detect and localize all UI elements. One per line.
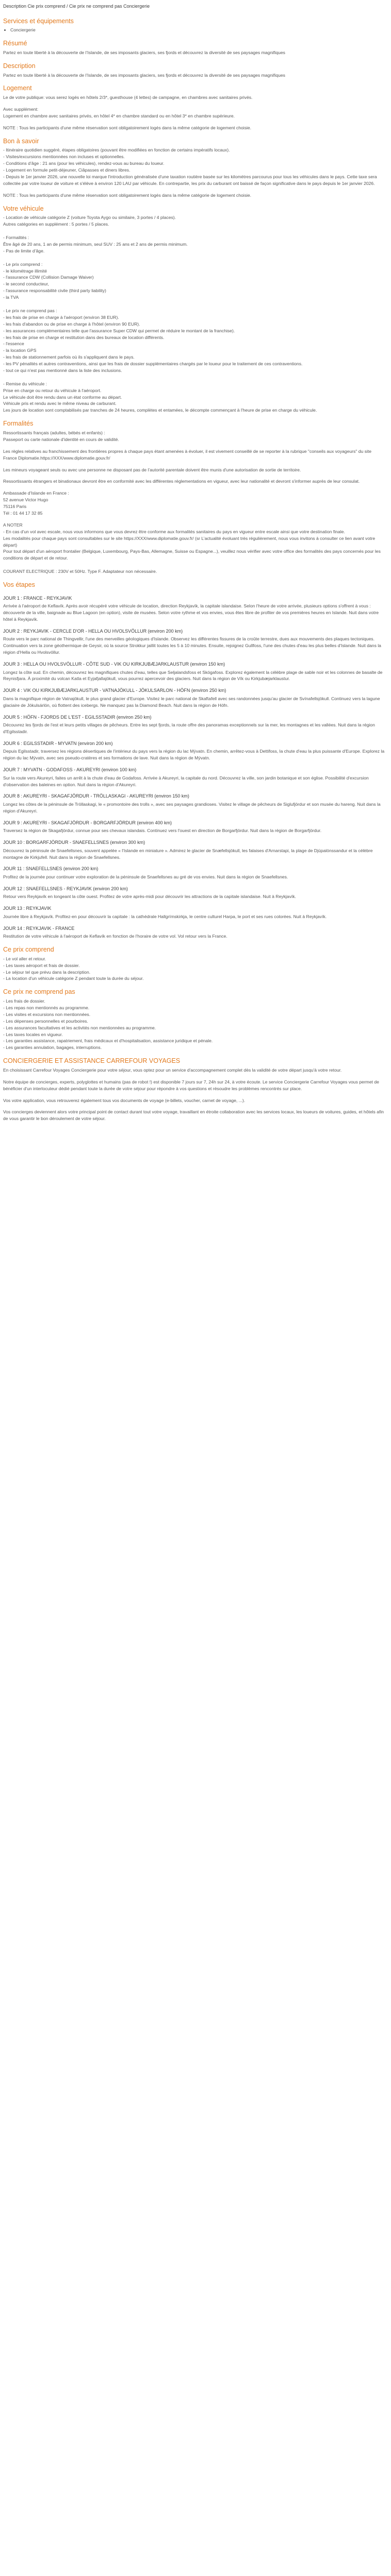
conciergerie-text-1: En choisissant Carrefour Voyages Conciergerie pour votre séjour, vous optez pour un service d'accompagnement complet dès la validité de votre départ jusqu'à votre retour.: [3, 1067, 342, 1073]
prix-ne-comprend-text: - Les frais de dossier. - Les repas non mentionnés au programme. - Les visites et excursions non mentionnées. - Les dépenses personnelles et pourboires. - Les assurances facultatives et les activités non mentionnées au programme. - Les taxes locales en vigueur. - Les garanties assistance, rapatriement, frais médicaux et d'hospitalisation, assistance juridique et pénale. - Les garanties annulation, bagages, interruptions.: [3, 998, 213, 1050]
description-title: Description: [3, 62, 36, 70]
etapes-list: [3, 595, 386, 940]
etape-day-title: JOUR 12 : SNAEFELLSNES - REYKJAVIK (environ 200 km): [3, 886, 128, 891]
etape-day-text: Retour vers Reykjavík en longeant la côte ouest. Profitez de votre après-midi pour découvrir les attractions de la capitale islandaise. Nuit à Reykjavík.: [3, 894, 296, 900]
logement-supplement: Avec supplément: Logement en chambre avec sanitaires privés, en hôtel 4* en chambre standard ou en hôtel 3* en chambre supérieure.: [3, 107, 235, 118]
etape-day-title: JOUR 2 : REYKJAVIK - CERCLE D'OR - HELLA OU HVOLSVÖLLUR (environ 200 km): [3, 628, 183, 634]
resume-title: Résumé: [3, 40, 27, 47]
services-section: [3, 16, 386, 34]
formalites-text-3: Les mineurs voyageant seuls ou avec une personne ne disposant pas de l’autorité parentale doivent être munis d'une autorisation de sortie de territoire.: [3, 467, 301, 472]
description-text: Partez en toute liberté à la découverte de l’Islande, de ses imposants glaciers, ses fjords et découvrez la diversité de ses paysages magnifiques: [3, 72, 285, 78]
etape-day-title: JOUR 1 : FRANCE - REYKJAVIK: [3, 595, 72, 601]
breadcrumb: Description Cie prix comprend / Cie prix ne comprend pas Conciergerie: [3, 4, 150, 9]
formalites-section: [3, 419, 386, 575]
etape-day-title: JOUR 10 : BORGARFJÖRDUR - SNAEFELLSNES (environ 300 km): [3, 840, 145, 845]
vehicule-section: [3, 204, 386, 414]
logement-text: Le de votre publique: vous serez logés en hôtels 2/3*, guesthouse (4 lettes) de campagne, en chambres avec sanitaires privés.: [3, 95, 253, 100]
etape-day-text: Journée libre à Reykjavík. Profitez-en pour découvrir la capitale : la cathédrale Hallgrímskirkja, le centre culturel Harpa, le port et ses rues colorées. Nuit à Reykjavík.: [3, 913, 327, 919]
bon-a-savoir-title: Bon à savoir: [3, 137, 39, 145]
vehicule-text: - Location de véhicule catégorie Z (voiture Toyota Aygo ou similaire, 3 portes / 4 places). Autres catégories en supplément : 5 portes / 5 places. - Formalités : Être âgé de 20 ans, 1 an de permis minimum, seul SUV : 25 ans et 2 ans de permis minimum. - Pas de limite d’âge. - Le prix comprend : - le kilométrage illimité - l'assurance CDW (Collision Damage Waiver) - le second conducteur, - l'assurance responsabilité civile (third party liability) - la TVA - Le prix ne comprend pas : - les frais de prise en charge à l'aéroport (environ 38 EUR). - les frais d'abandon ou de prise en charge à l'hôtel (environ 90 EUR). - les assurances complémentaires telle que l'assurance Super CDW qui permet de réduire le montant de la franchise). - les frais de prise en charge et restitution dans des bureaux de location différents. - l'essence - la location GPS - les frais de stationnement parfois où ils s'appliquent dans le pays. - les PV pénalités et autres contraventions, ainsi que les frais de dossier supplémentaires chargés par le loueur pour le traitement de ces contraventions. - tout ce qui n'est pas mentionné dans la liste des inclusions. - Remise du véhicule : Prise en charge ou retour du véhicule à l'aéroport. Le véhicule doit être rendu dans un état conforme au départ. Véhicule pris et rendu avec le même niveau de carburant. Les jours de location sont comptabilisés par tranches de 24 heures, complètes et entamées, le décompte commençant à l'heure de prise en charge du véhicule.: [3, 215, 317, 413]
etapes-title: Vos étapes: [3, 581, 35, 588]
etape-day-title: JOUR 9 : AKUREYRI - SKAGAFJÖRDUR - BORGARFJÖRDUR (environ 400 km): [3, 820, 172, 825]
etape-day-title: JOUR 4 : VIK OU KIRKJUBÆJARKLAUSTUR - VATNAJÖKULL - JÖKULSARLON - HÖFN (environ 250 km): [3, 688, 226, 693]
etape-day-text: Sur la route vers Akureyri, faites un arrêt à la chute d'eau de Godafoss. Arrivée à Akureyri, la capitale du nord. Découvrez la ville, son jardin botanique et son église. Possibilité d'excursion d'observation des baleines en option. Nuit dans la région d'Akureyri.: [3, 775, 369, 787]
resume-section: [3, 39, 386, 56]
page: [0, 0, 391, 1132]
etape-day-title: JOUR 6 : EGILSSTADIR - MYVATN (environ 200 km): [3, 740, 113, 746]
etape-day-title: JOUR 8 : AKUREYRI - SKAGAFJÖRDUR - TRÖLLASKAGI - AKUREYRI (environ 150 km): [3, 793, 189, 799]
etape-day-title: JOUR 13 : REYKJAVIK: [3, 906, 52, 911]
etape-day-text: Longez les côtes de la péninsule de Tröllaskagi, le « promontoire des trolls », avec ses paysages grandioses. Visitez le village de pêcheurs de Siglufjördur et son musée du hareng. Nuit dans la région d'Akureyri.: [3, 801, 381, 814]
list-item: • Conciergerie: [10, 27, 386, 33]
formalites-note: A NOTER - En cas d'un vol avec escale, nous vous informons que vous devrez être conforme aux formalités sanitaires du pays en vigueur entre escale ainsi que votre destination finale. Les modalités pour chaque pays sont consultables sur le site https://XXX/www.diplomatie.gouv.fr/ (sr L’actualité évoluant très régulièrement, nous vous invitons à consulter ce lien avant votre départ) Pour tout départ d'un aéroport frontalier (Belgique, Luxembourg, Pays-Bas, Allemagne, Suisse ou Espagne...), veuillez nous vérifier avec votre office des formalités des pays concernés pour les conditions de départ et de retour. COURANT ELECTRIQUE : 230V et 50Hz. Type F. Adaptateur non nécessaire.: [3, 522, 381, 574]
etape-day-title: JOUR 11 : SNAEFELLSNES (environ 200 km): [3, 866, 99, 872]
prix-ne-comprend-title: Ce prix ne comprend pas: [3, 988, 75, 996]
etape-day-text: Longez la côte sud. En chemin, découvrez les magnifiques chutes d'eau, telles que Seljalandsfoss et Skógafoss. Explorez également la célèbre plage de sable noir et les colonnes de basalte de Reynisfjara. À proximité du volcan Katla et Eyjafjallajökull, vous pourrez apercevoir des glaciers. Nuit dans la région de Vík ou Kirkjubæjarklaustur.: [3, 669, 383, 682]
conciergerie-title: CONCIERGERIE ET ASSISTANCE CARREFOUR VOYAGES: [3, 1057, 181, 1065]
description-section: [3, 61, 386, 79]
etape-day-title: JOUR 7 : MYVATN - GODAFOSS - AKUREYRI (environ 100 km): [3, 767, 137, 773]
etape-day-title: JOUR 3 : HELLA OU HVOLSVÖLLUR - CÔTE SUD - VIK OU KIRKJUBÆJARKLAUSTUR (environ 150 km): [3, 662, 225, 667]
prix-comprend-section: [3, 945, 386, 982]
services-list: [10, 27, 386, 33]
etape-day-text: Découvrez la péninsule de Snaefellsnes, souvent appelée « l'Islande en miniature ». Admirez le glacier de Snæfellsjökull, les falaises d'Arnarstapi, la plage de Djúpalónssandur et la célèbre montagne de Kirkjufell. Nuit dans la région de Snaefellsnes.: [3, 848, 373, 860]
conciergerie-text-4: Vos concierges deviennent alors votre principal point de contact durant tout votre voyage, travaillant en étroite collaboration avec les services locaux, les loueurs de voitures, guides, et hôtels afin de vous garantir le bon déroulement de votre séjour.: [3, 1109, 384, 1122]
conciergerie-text-3: Vos votre application, vous retrouverez également tous vos documents de voyage (e-billets, voucher, carnet de voyage, ...).: [3, 1097, 246, 1103]
formalites-text-4: Ressortissants étrangers et binationaux devront être en conformité avec les différentes réglementations en vigueur, avec leur nationalité et devront s'informer auprès de leur consulat.: [3, 479, 360, 484]
etape-day-text: Découvrez les fjords de l'est et leurs petits villages de pêcheurs. Entre les sept fjords, la route offre des panoramas exceptionnels sur la mer, les montagnes et les vallées. Nuit dans la région d'Egilsstadir.: [3, 722, 375, 735]
etape-day-text: Depuis Egilsstadir, traversez les régions désertiques de l'intérieur du pays vers la région du lac Mývatn. En chemin, arrêtez-vous à Dettifoss, la chute d'eau la plus puissante d'Europe. Explorez la région du lac Mývatn, avec ses pseudo-cratères et ses formations de lave. Nuit dans la région de Mývatn.: [3, 749, 385, 761]
resume-text: Partez en toute liberté à la découverte de l’Islande, de ses imposants glaciers, ses fjords et découvrez la diversité de ses paysages magnifiques: [3, 49, 285, 55]
prix-ne-comprend-section: [3, 987, 386, 1051]
etape-day-text: Restitution de votre véhicule à l'aéroport de Keflavík en fonction de l'horaire de votre vol. Vol retour vers la France.: [3, 934, 227, 939]
etape-day-title: JOUR 14 : REYKJAVIK - FRANCE: [3, 925, 75, 931]
etape-day-text: Traversez la région de Skagafjördur, connue pour ses chevaux islandais. Continuez vers l'ouest en direction de Borgarfjördur. Nuit dans la région de Borgarfjördur.: [3, 828, 322, 834]
formalites-text-1: Ressortissants français (adultes, bébés et enfants) : Passeport ou carte nationale d'identité en cours de validité.: [3, 430, 119, 442]
logement-title: Logement: [3, 84, 32, 92]
prix-comprend-title: Ce prix comprend: [3, 945, 54, 953]
etapes-section: [3, 580, 386, 940]
services-title: Services et équipements: [3, 17, 74, 25]
etape-day-text: Profitez de la journée pour continuer votre exploration de la péninsule de Snaefellsnes au gré de vos envies. Nuit dans la région de Snaefellsnes.: [3, 874, 288, 879]
logement-note: NOTE : Tous les participants d'une même réservation sont obligatoirement logés dans la même catégorie de logement choisie.: [3, 125, 252, 130]
vehicule-title: Votre véhicule: [3, 205, 44, 212]
logement-section: [3, 83, 386, 131]
bon-a-savoir-text: - Itinéraire quotidien suggéré, étapes obligatoires (pouvant être modifiées en fonction de certains impératifs locaux). - Visites/excursions mentionnées non incluses et optionnelles. - Conditions d’âge : 21 ans (pour les véhicules), rendez-vous au bureau du loueur. - Logement en formule petit-déjeuner, Ciâpasses et diners libres. - Depuis le 1er janvier 2026, une nouvelle loi marque l'introduction généralisée d'une taxation routière basée sur les kilomètres parcourus pour tous les véhicules dans le pays. Cette taxe sera collectée par votre loueur de voiture et s'élève à environ 120 LAU par véhicule. En contrepartie, les prix du carburant ont baissé de façon significative dans le pays depuis le 1er janvier 2026.: [3, 147, 377, 186]
formalites-embassy: Ambassade d'Islande en France : 52 avenue Victor Hugo 75116 Paris Tél : 01 44 17 32 85: [3, 490, 69, 516]
etape-day-text: Dans la magnifique région de Vatnajökull, le plus grand glacier d'Europe. Visitez le parc national de Skaftafell avec ses randonnées jusqu'au glacier de Svínafellsjökull. Continuez vers la lagune glaciaire de Jökulsárlón, où flottent des icebergs. Ne manquez pas la Diamond Beach. Nuit dans la région de Höfn.: [3, 696, 380, 708]
etape-day-title: JOUR 5 : HÖFN - FJORDS DE L'EST - EGILSSTADIR (environ 250 km): [3, 714, 152, 720]
formalites-text-2: Les règles relatives au franchissement des frontières propres à chaque pays étant amenées à évoluer, il est vivement conseillé de se reporter à la rubrique "conseils aux voyageurs" du site France Diplomatie.https://XXX/www.diplomatie.gouv.fr/: [3, 448, 372, 461]
etape-day-text: Arrivée à l'aéroport de Keflavík. Après avoir récupéré votre véhicule de location, direction Reykjavík, la capitale islandaise. Selon l'heure de votre arrivée, plusieurs options s'offrent à vous : découverte de la ville, baignade au Blue Lagoon (en option), visite de musées. Selon votre rythme et vos envies, vous êtes libre de profiter de vos premières heures en Islande. Nuit dans votre hôtel à Reykjavík.: [3, 603, 379, 622]
bon-a-savoir-note: NOTE : Tous les participants d'une même réservation sont obligatoirement logés dans la même catégorie de logement choisie.: [3, 192, 252, 198]
prix-comprend-text: - Le vol aller et retour. - Les taxes aéroport et frais de dossier. - Le séjour tel que prévu dans la description. - La location d'un véhicule catégorie Z pendant toute la durée du séjour.: [3, 956, 144, 981]
conciergerie-section: [3, 1056, 386, 1122]
etape-day-text: Route vers le parc national de Thingvellir, l'une des merveilles géologiques d'Islande. Observez les différentes fissures de la croûte terrestre, dues aux mouvements des plaques tectoniques. Continuation vers la zone géothermique de Geysir, où la source Strokkur jaillit toutes les 5 à 10 minutes. Ensuite, rejoignez Gullfoss, l'une des chutes d'eau les plus belles d'Islande. Nuit dans la région d'Hella ou Hvolsvöllur.: [3, 636, 381, 655]
formalites-title: Formalités: [3, 420, 34, 428]
bon-a-savoir-section: [3, 137, 386, 199]
conciergerie-text-2: Notre équipe de concierges, experts, polyglottes et humains (pas de robot !) est disponible 7 jours sur 7, 24h sur 24, à votre écoute. Le service Conciergerie Carrefour Voyages vous permet de bénéficier d'un interlocuteur dédié pendant toute la durée de votre séjour pour répondre à vos questions et résoudre les problèmes rencontrés sur place.: [3, 1079, 379, 1091]
